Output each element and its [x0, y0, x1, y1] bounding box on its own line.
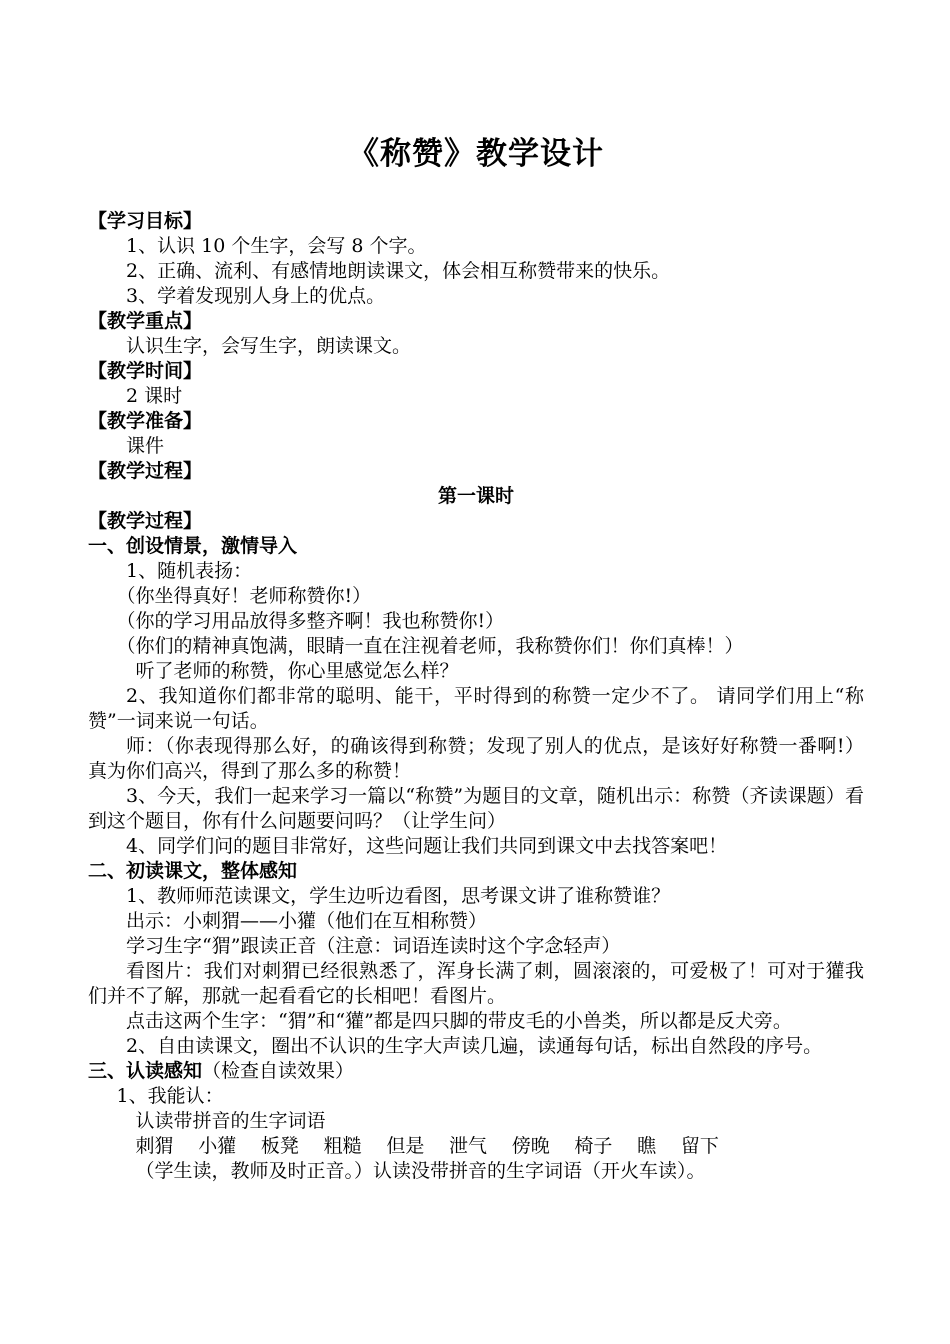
- process-heading-2: 【教学过程】: [88, 510, 203, 532]
- word-item: 留下: [680, 1135, 719, 1157]
- goal-item: 3、学着发现别人身上的优点。: [126, 285, 386, 307]
- part2-para: 看图片：我们对刺猬已经很熟悉了，浑身长满了刺，圆滚滚的，可爱极了！可对于獾我们并不了解，那就一起看看它的长相吧！看图片。: [88, 960, 864, 1007]
- part1-line: 听了老师的称赞，你心里感觉怎么样？: [135, 660, 459, 682]
- part2-line: 出示：小刺猬——小獾（他们在互相称赞）: [126, 910, 488, 932]
- goals-heading: 【学习目标】: [88, 210, 203, 232]
- part1-line: （你们的精神真饱满，眼睛一直在注视着老师，我称赞你们！你们真棒！）: [116, 635, 744, 657]
- focus-text: 认识生字，会写生字，朗读课文。: [126, 335, 412, 357]
- part1-para: 4、同学们问的题目非常好，这些问题让我们共同到课文中去找答案吧！: [126, 835, 728, 857]
- part3-last: （学生读，教师及时正音。）认读没带拼音的生字词语（开火车读）。: [135, 1160, 706, 1182]
- part1-para: 师：（你表现得那么好，的确该得到称赞；发现了别人的优点，是该好好称赞一番啊!）真为你们高兴，得到了那么多的称赞！: [88, 735, 864, 782]
- lesson-title: 第一课时: [437, 485, 514, 507]
- word-item: 板凳: [260, 1135, 299, 1157]
- focus-heading: 【教学重点】: [88, 310, 203, 332]
- part2-line: 学习生字“猬”跟读正音（注意：词语连读时这个字念轻声）: [126, 935, 621, 957]
- part3-heading-note: （检查自读效果）: [202, 1060, 355, 1082]
- part3-sub: 1、我能认：: [116, 1085, 224, 1107]
- word-list: [88, 1134, 864, 1159]
- part2-para: 2、自由读课文，圈出不认识的生字大声读几遍，读通每句话，标出自然段的序号。: [126, 1035, 823, 1057]
- goal-item: 1、认识 10 个生字，会写 8 个字。: [126, 235, 427, 257]
- part1-line: （你坐得真好！老师称赞你!）: [116, 585, 372, 607]
- goal-item: 2、正确、流利、有感情地朗读课文，体会相互称赞带来的快乐。: [126, 260, 671, 282]
- prep-heading: 【教学准备】: [88, 410, 203, 432]
- word-item: 小獾: [198, 1135, 237, 1157]
- part1-para: 2、我知道你们都非常的聪明、能干，平时得到的称赞一定少不了。 请同学们用上“称赞”一词来说一句话。: [88, 685, 864, 732]
- time-heading: 【教学时间】: [88, 360, 203, 382]
- time-text: 2 课时: [126, 385, 183, 407]
- word-item: 椅子: [574, 1135, 613, 1157]
- word-item: 但是: [386, 1135, 425, 1157]
- process-heading: 【教学过程】: [88, 460, 203, 482]
- part1-para: 3、今天，我们一起来学习一篇以“称赞”为题目的文章，随机出示：称赞（齐读课题）看到这个题目，你有什么问题要问吗？（让学生问）: [88, 785, 864, 832]
- part2-heading: 二、初读课文，整体感知: [88, 860, 298, 882]
- part3-line: 认读带拼音的生字词语: [135, 1110, 326, 1132]
- word-item: 粗糙: [323, 1135, 362, 1157]
- page-title: 《称赞》教学设计: [348, 136, 604, 172]
- word-item: 瞧: [637, 1135, 657, 1157]
- part1-heading: 一、创设情景，激情导入: [88, 535, 298, 557]
- word-item: 刺猬: [135, 1135, 174, 1157]
- part2-para: 点击这两个生字：“猬”和“獾”都是四只脚的带皮毛的小兽类，所以都是反犬旁。: [126, 1010, 792, 1032]
- part3-heading: 三、认读感知: [88, 1060, 203, 1082]
- part2-line: 1、教师师范读课文，学生边听边看图，思考课文讲了谁称赞谁？: [126, 885, 671, 907]
- document-page: [88, 128, 864, 1184]
- word-item: 傍晚: [511, 1135, 550, 1157]
- part1-line: （你的学习用品放得多整齐啊！我也称赞你!）: [116, 610, 505, 632]
- prep-text: 课件: [126, 435, 165, 457]
- part3-heading-row: [88, 1059, 864, 1084]
- word-item: 泄气: [449, 1135, 488, 1157]
- part1-line: 1、随机表扬：: [126, 560, 253, 582]
